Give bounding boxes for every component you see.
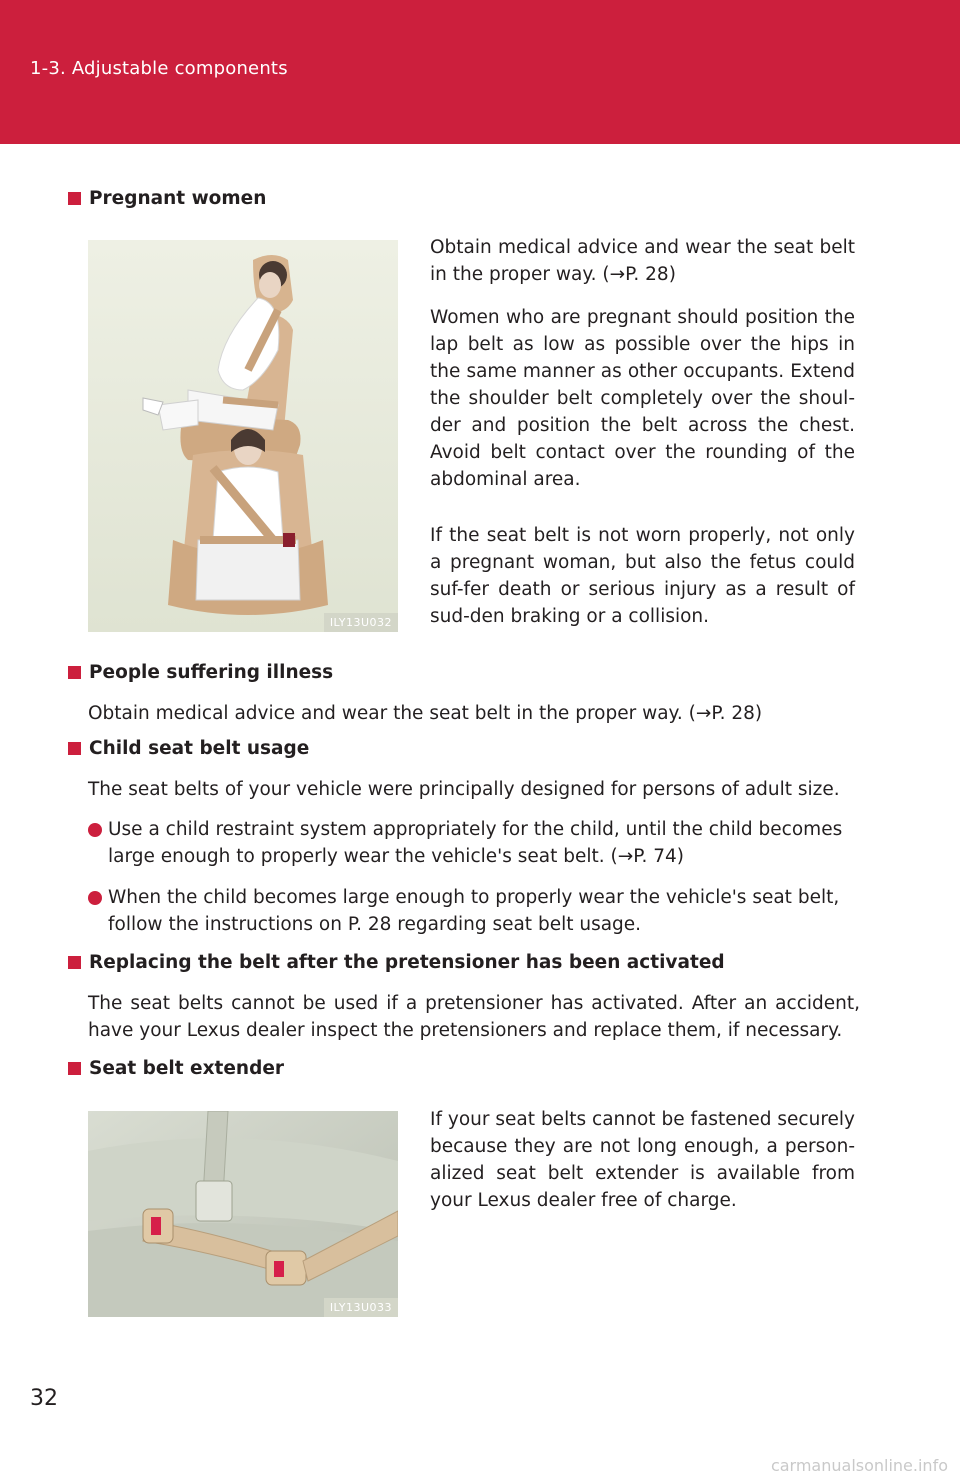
figure-code: ILY13U032 bbox=[324, 613, 398, 632]
child-bullet-1 bbox=[88, 816, 868, 872]
round-bullet-icon bbox=[88, 823, 102, 837]
child-text: The seat belts of your vehicle were principally designed for persons of adult size. bbox=[88, 779, 840, 800]
square-bullet-icon bbox=[68, 666, 81, 679]
figure-code: ILY13U033 bbox=[324, 1298, 398, 1317]
heading-child-seat-belt-usage bbox=[68, 738, 309, 759]
heading-people-suffering-illness bbox=[68, 662, 333, 683]
square-bullet-icon bbox=[68, 1062, 81, 1075]
pregnant-para-3: If the seat belt is not worn properly, not only a pregnant woman, but also the fetus could suf-fer death or serious injury as a result of sud-den braking or a collision. bbox=[430, 525, 855, 627]
page-header bbox=[0, 0, 960, 144]
square-bullet-icon bbox=[68, 742, 81, 755]
heading-text: Replacing the belt after the pretensioner has been activated bbox=[89, 952, 725, 973]
pregnant-para-2: Women who are pregnant should position the lap belt as low as possible over the hips in the same manner as other occupants. Extend the shoulder belt completely over the shoul-der and position the belt across the chest. Avoid belt contact over the rounding of the abdominal area. bbox=[430, 307, 855, 490]
extender-text: If your seat belts cannot be fastened securely because they are not long enough, a person-alized seat belt extender is available from your Lexus dealer free of charge. bbox=[430, 1109, 855, 1211]
page-number: 32 bbox=[30, 1386, 58, 1411]
child-bullet-1-text: Use a child restraint system appropriately for the child, until the child becomes large enough to properly wear the vehicle's seat belt. (→P. 74) bbox=[108, 819, 843, 867]
heading-text: Pregnant women bbox=[89, 188, 267, 209]
pretensioner-text: The seat belts cannot be used if a pretensioner has activated. After an accident, have your Lexus dealer inspect the pretensioners and replace them, if necessary. bbox=[88, 993, 860, 1041]
square-bullet-icon bbox=[68, 956, 81, 969]
pregnant-para-1: Obtain medical advice and wear the seat belt in the proper way. (→P. 28) bbox=[430, 237, 855, 285]
pregnant-woman-seatbelt-image bbox=[88, 240, 398, 632]
heading-text: Seat belt extender bbox=[89, 1058, 285, 1079]
seat-belt-extender-image bbox=[88, 1111, 398, 1317]
heading-text: Child seat belt usage bbox=[89, 738, 310, 759]
heading-seat-belt-extender bbox=[68, 1058, 284, 1079]
child-bullet-2 bbox=[88, 884, 868, 940]
heading-pregnant-women bbox=[68, 188, 266, 209]
watermark: carmanualsonline.info bbox=[770, 1456, 948, 1475]
heading-text: People suffering illness bbox=[89, 662, 334, 683]
child-bullet-2-text: When the child becomes large enough to properly wear the vehicle's seat belt, follow the instructions on P. 28 regarding seat belt usage. bbox=[108, 887, 840, 935]
illness-text: Obtain medical advice and wear the seat belt in the proper way. (→P. 28) bbox=[88, 703, 763, 724]
pregnant-seatbelt-illustration bbox=[88, 240, 398, 632]
section-title: 1-3. Adjustable components bbox=[30, 58, 288, 79]
seat-belt-extender-illustration bbox=[88, 1111, 398, 1317]
heading-replacing-belt-pretensioner bbox=[68, 952, 725, 973]
round-bullet-icon bbox=[88, 891, 102, 905]
square-bullet-icon bbox=[68, 192, 81, 205]
